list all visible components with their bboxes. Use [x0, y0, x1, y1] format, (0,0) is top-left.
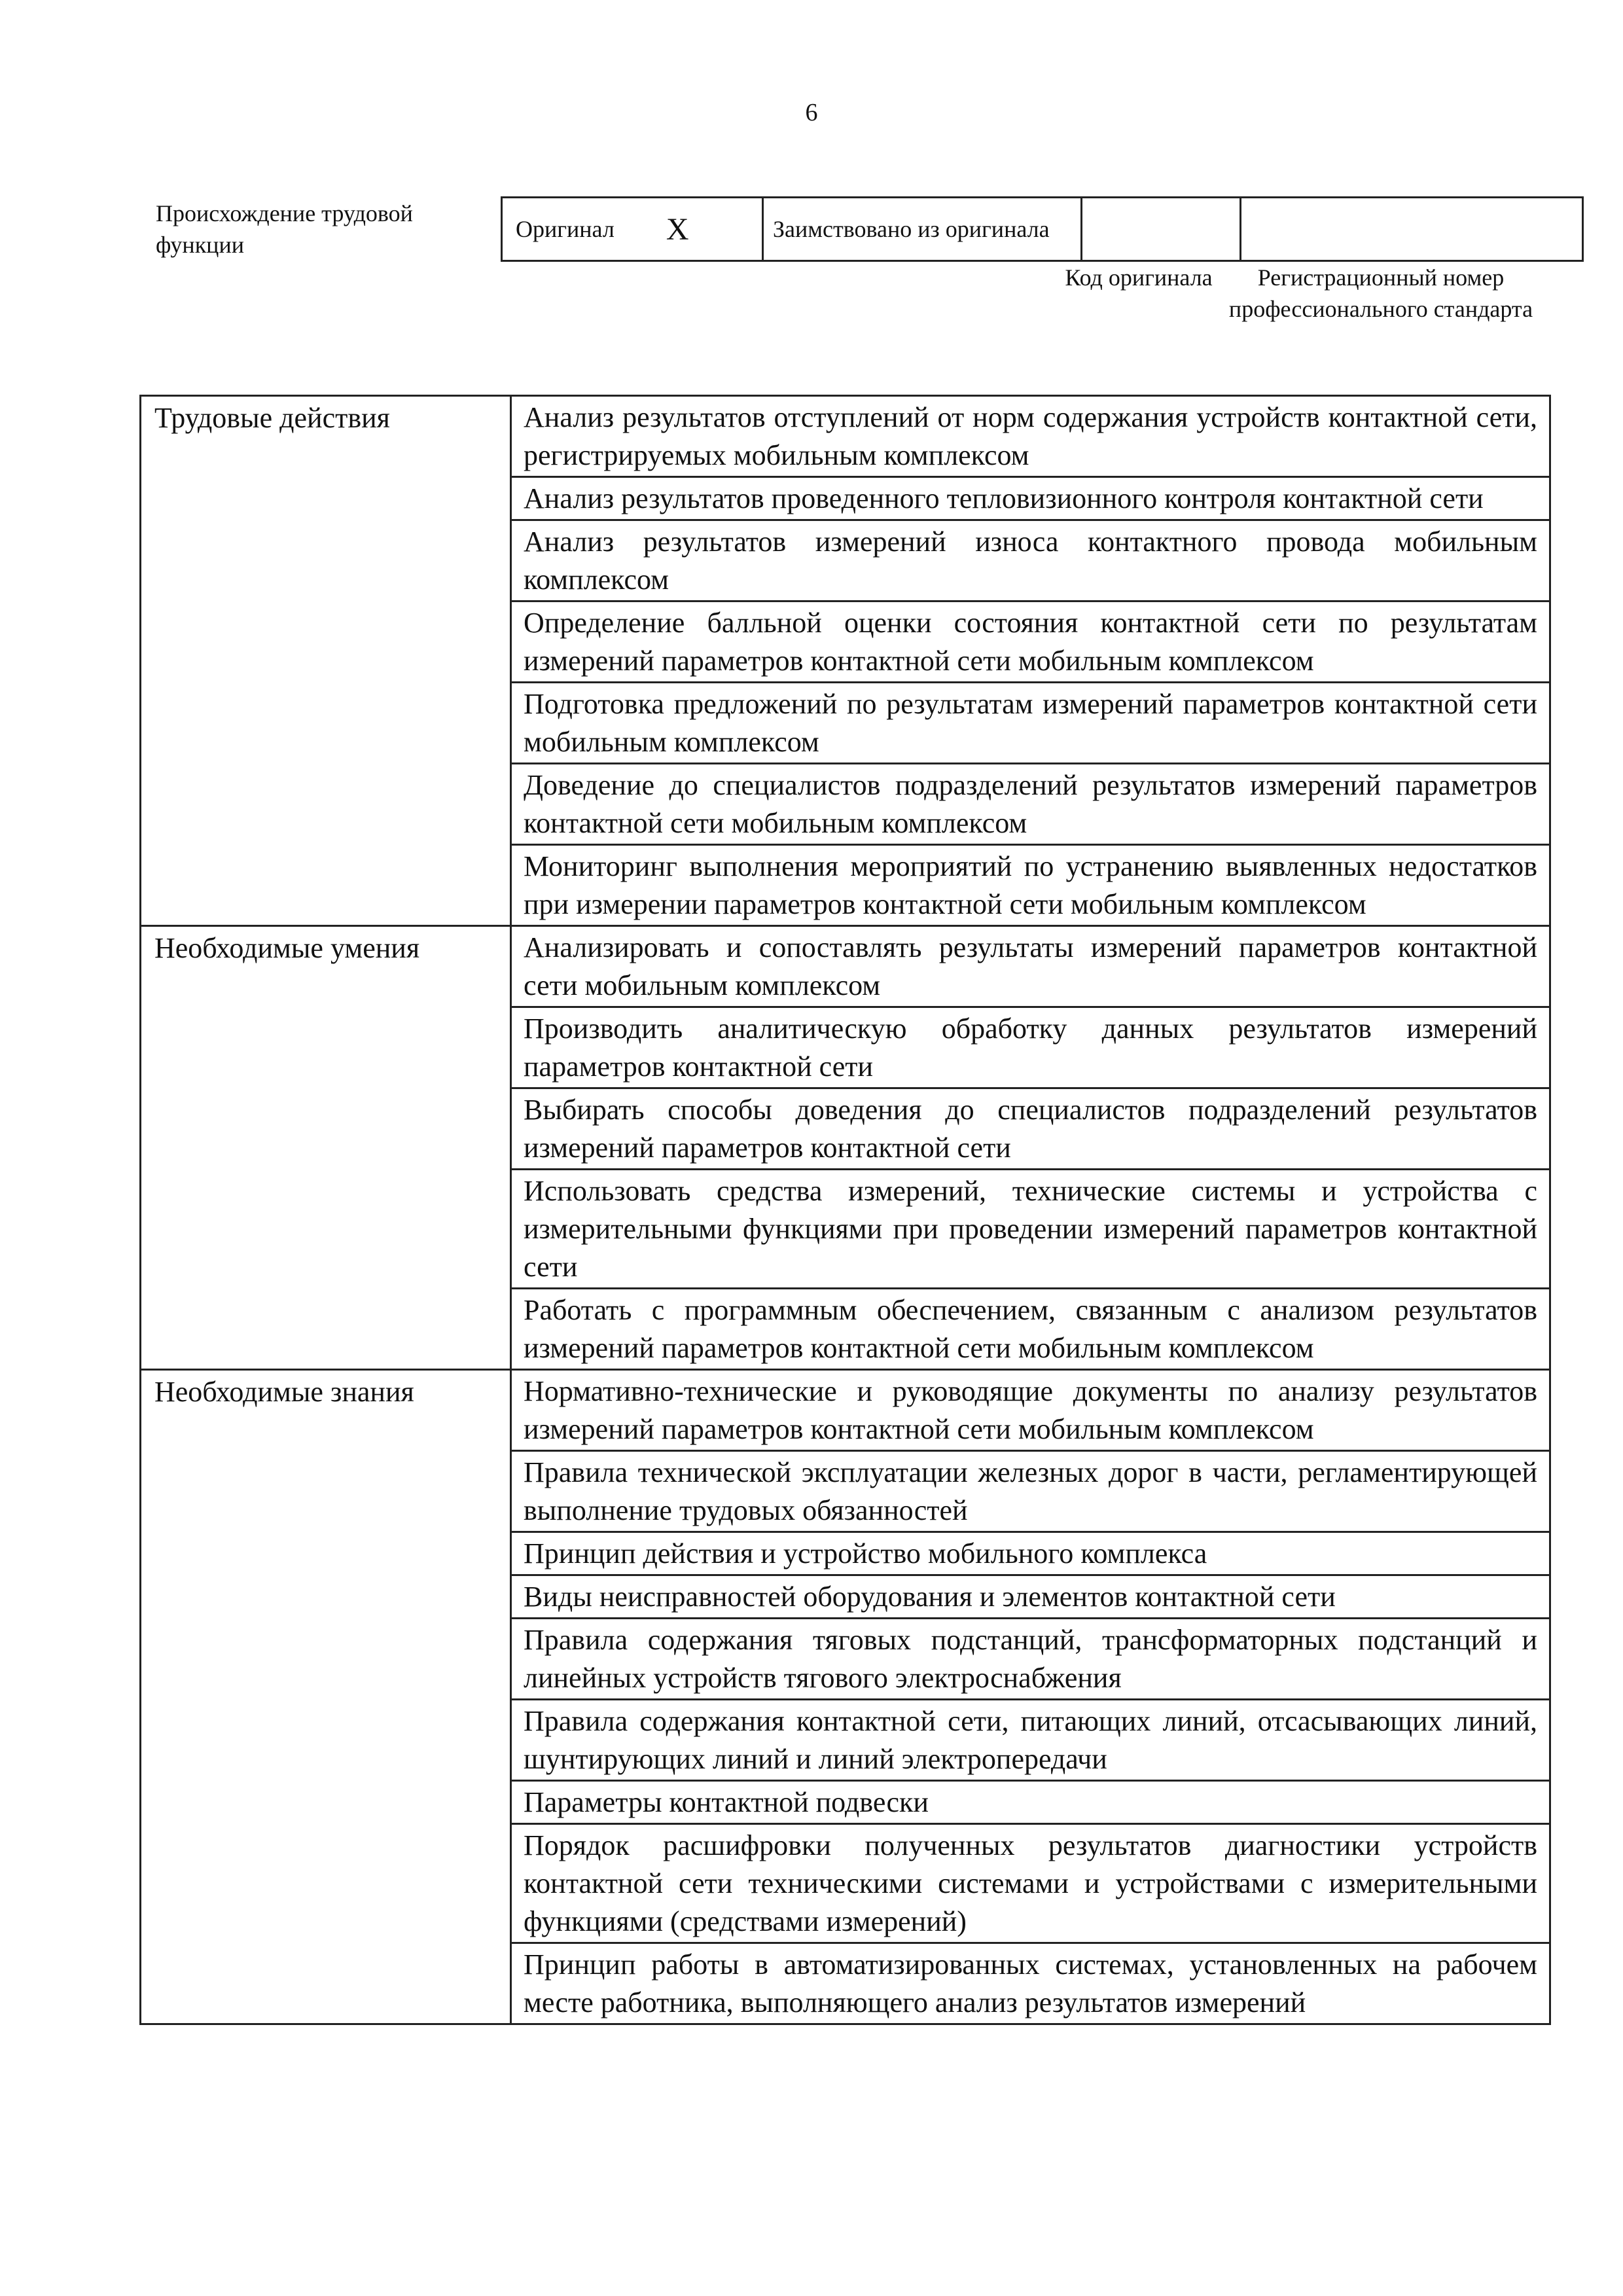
original-mark: X — [666, 211, 689, 247]
section-item: Подготовка предложений по результатам измерений параметров контактной сети мобильным комплексом — [511, 683, 1550, 764]
registration-caption: Регистрационный номер профессионального стандарта — [1228, 264, 1533, 322]
section-item: Выбирать способы доведения до специалистов подразделений результатов измерений параметров контактной сети — [511, 1088, 1550, 1170]
table-row — [141, 396, 1550, 477]
borrowed-cell: Заимствовано из оригинала — [763, 198, 1082, 261]
section-title: Необходимые знания — [141, 1370, 511, 2024]
labor-function-table — [139, 395, 1551, 2025]
original-code-cell — [1082, 198, 1241, 261]
section-item: Порядок расшифровки полученных результатов диагностики устройств контактной сети техническими системами и устройствами с измерительными функциями (средствами измерений) — [511, 1824, 1550, 1943]
page-number: 6 — [805, 99, 818, 126]
section-item: Правила содержания тяговых подстанций, трансформаторных подстанций и линейных устройств тягового электроснабжения — [511, 1619, 1550, 1700]
section-item: Принцип работы в автоматизированных системах, установленных на рабочем месте работника, выполняющего анализ результатов измерений — [511, 1943, 1550, 2024]
section-item: Работать с программным обеспечением, связанным с анализом результатов измерений параметров контактной сети мобильным комплексом — [511, 1289, 1550, 1370]
section-item: Виды неисправностей оборудования и элементов контактной сети — [511, 1575, 1550, 1619]
section-item: Определение балльной оценки состояния контактной сети по результатам измерений параметров контактной сети мобильным комплексом — [511, 601, 1550, 683]
section-item: Нормативно-технические и руководящие документы по анализу результатов измерений параметров контактной сети мобильным комплексом — [511, 1370, 1550, 1451]
origin-table — [501, 196, 1584, 262]
original-label: Оригинал — [516, 216, 615, 242]
section-title: Трудовые действия — [141, 396, 511, 926]
section-item: Параметры контактной подвески — [511, 1781, 1550, 1824]
section-item: Использовать средства измерений, технические системы и устройства с измерительными функциями при проведении измерений параметров контактной сети — [511, 1170, 1550, 1289]
section-item: Доведение до специалистов подразделений результатов измерений параметров контактной сети мобильным комплексом — [511, 764, 1550, 845]
section-title: Необходимые умения — [141, 926, 511, 1370]
original-cell — [502, 198, 763, 261]
section-item: Правила содержания контактной сети, питающих линий, отсасывающих линий, шунтирующих линий и линий электропередачи — [511, 1700, 1550, 1781]
section-item: Анализировать и сопоставлять результаты измерений параметров контактной сети мобильным комплексом — [511, 926, 1550, 1007]
section-item: Анализ результатов проведенного тепловизионного контроля контактной сети — [511, 477, 1550, 520]
code-caption: Код оригинала — [1065, 264, 1213, 291]
table-row — [141, 1370, 1550, 1451]
registration-number-cell — [1241, 198, 1583, 261]
section-item: Принцип действия и устройство мобильного комплекса — [511, 1532, 1550, 1575]
section-item: Производить аналитическую обработку данных результатов измерений параметров контактной сети — [511, 1007, 1550, 1088]
section-item: Мониторинг выполнения мероприятий по устранению выявленных недостатков при измерении параметров контактной сети мобильным комплексом — [511, 845, 1550, 926]
section-item: Анализ результатов измерений износа контактного провода мобильным комплексом — [511, 520, 1550, 601]
section-item: Правила технической эксплуатации железных дорог в части, регламентирующей выполнение трудовых обязанностей — [511, 1451, 1550, 1532]
section-item: Анализ результатов отступлений от норм содержания устройств контактной сети, регистрируемых мобильным комплексом — [511, 396, 1550, 477]
table-row — [141, 926, 1550, 1007]
origin-label: Происхождение трудовой функции — [156, 200, 413, 258]
